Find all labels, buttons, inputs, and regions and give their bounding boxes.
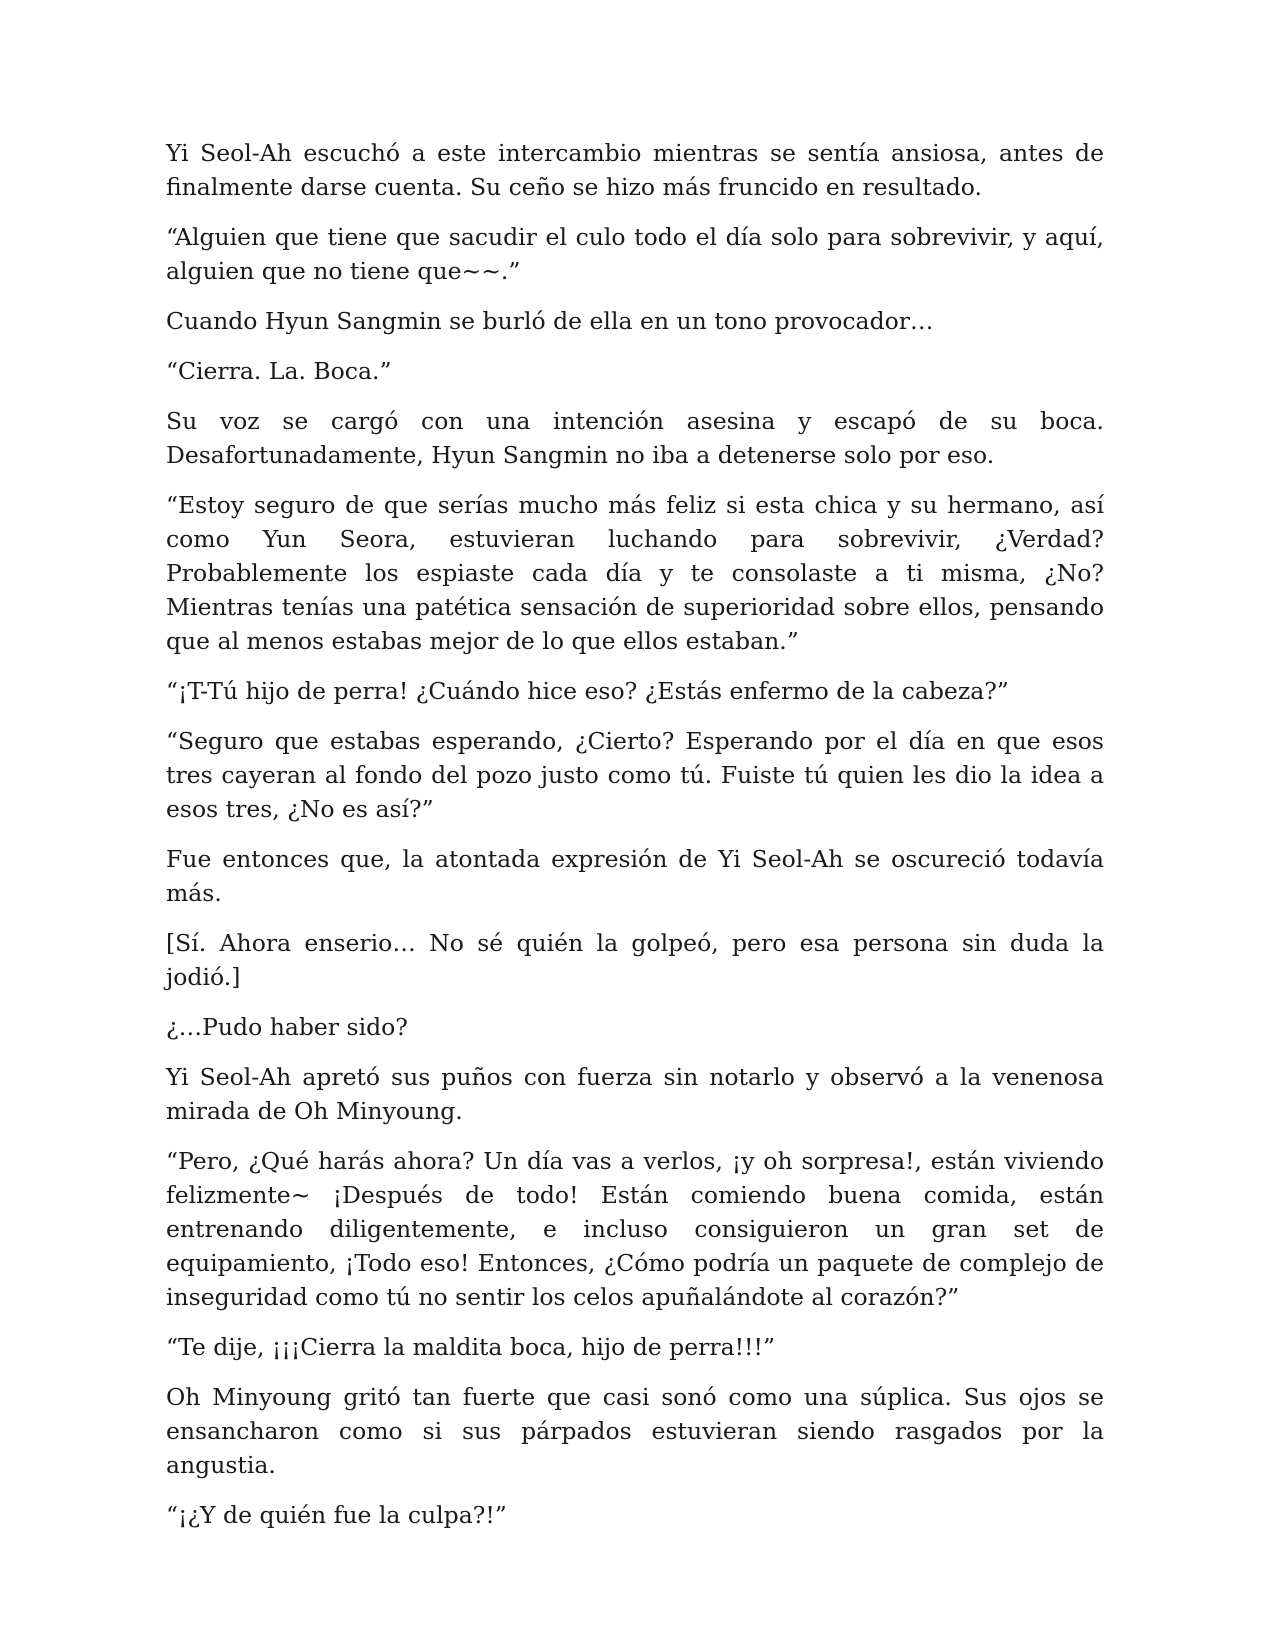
paragraph-8: “Seguro que estabas esperando, ¿Cierto? Esperando por el día en que esos tres cayeran al fondo del pozo justo como tú. Fuiste tú quien les dio la idea a esos tres, ¿No es así?” [166, 727, 1104, 823]
paragraph-6: “Estoy seguro de que serías mucho más feliz si esta chica y su hermano, así como Yun Seora, estuvieran luchando para sobrevivir, ¿Verdad? Probablemente los espiaste cada día y te consolaste a ti misma, ¿No? Mientras tenías una patética sensación de superioridad sobre ellos, pensando que al menos estabas mejor de lo que ellos estaban.” [166, 491, 1104, 655]
document-page [166, 136, 1104, 1548]
paragraph-1: Yi Seol-Ah escuchó a este intercambio mientras se sentía ansiosa, antes de finalmente darse cuenta. Su ceño se hizo más fruncido en resultado. [166, 139, 1104, 201]
paragraph-3: Cuando Hyun Sangmin se burló de ella en un tono provocador… [166, 307, 934, 335]
paragraph-9: Fue entonces que, la atontada expresión de Yi Seol-Ah se oscureció todavía más. [166, 845, 1104, 907]
paragraph-13: “Pero, ¿Qué harás ahora? Un día vas a verlos, ¡y oh sorpresa!, están viviendo felizmente~ ¡Después de todo! Están comiendo buena comida, están entrenando diligentemente, e incluso consiguieron un gran set de equipamiento, ¡Todo eso! Entonces, ¿Cómo podría un paquete de complejo de inseguridad como tú no sentir los celos apuñalándote al corazón?” [166, 1147, 1104, 1311]
paragraph-14: “Te dije, ¡¡¡Cierra la maldita boca, hijo de perra!!!” [166, 1333, 775, 1361]
paragraph-4: “Cierra. La. Boca.” [166, 357, 392, 385]
paragraph-12: Yi Seol-Ah apretó sus puños con fuerza sin notarlo y observó a la venenosa mirada de Oh Minyoung. [166, 1063, 1104, 1125]
paragraph-15: Oh Minyoung gritó tan fuerte que casi sonó como una súplica. Sus ojos se ensancharon como si sus párpados estuvieran siendo rasgados por la angustia. [166, 1383, 1104, 1479]
paragraph-16: “¡¿Y de quién fue la culpa?!” [166, 1501, 507, 1529]
paragraph-7: “¡T-Tú hijo de perra! ¿Cuándo hice eso? ¿Estás enfermo de la cabeza?” [166, 677, 1009, 705]
paragraph-5: Su voz se cargó con una intención asesina y escapó de su boca. Desafortunadamente, Hyun Sangmin no iba a detenerse solo por eso. [166, 407, 1104, 469]
paragraph-2: “Alguien que tiene que sacudir el culo todo el día solo para sobrevivir, y aquí, alguien que no tiene que~~.” [166, 223, 1104, 285]
paragraph-10: [Sí. Ahora enserio… No sé quién la golpeó, pero esa persona sin duda la jodió.] [166, 929, 1104, 991]
paragraph-11: ¿…Pudo haber sido? [166, 1013, 408, 1041]
